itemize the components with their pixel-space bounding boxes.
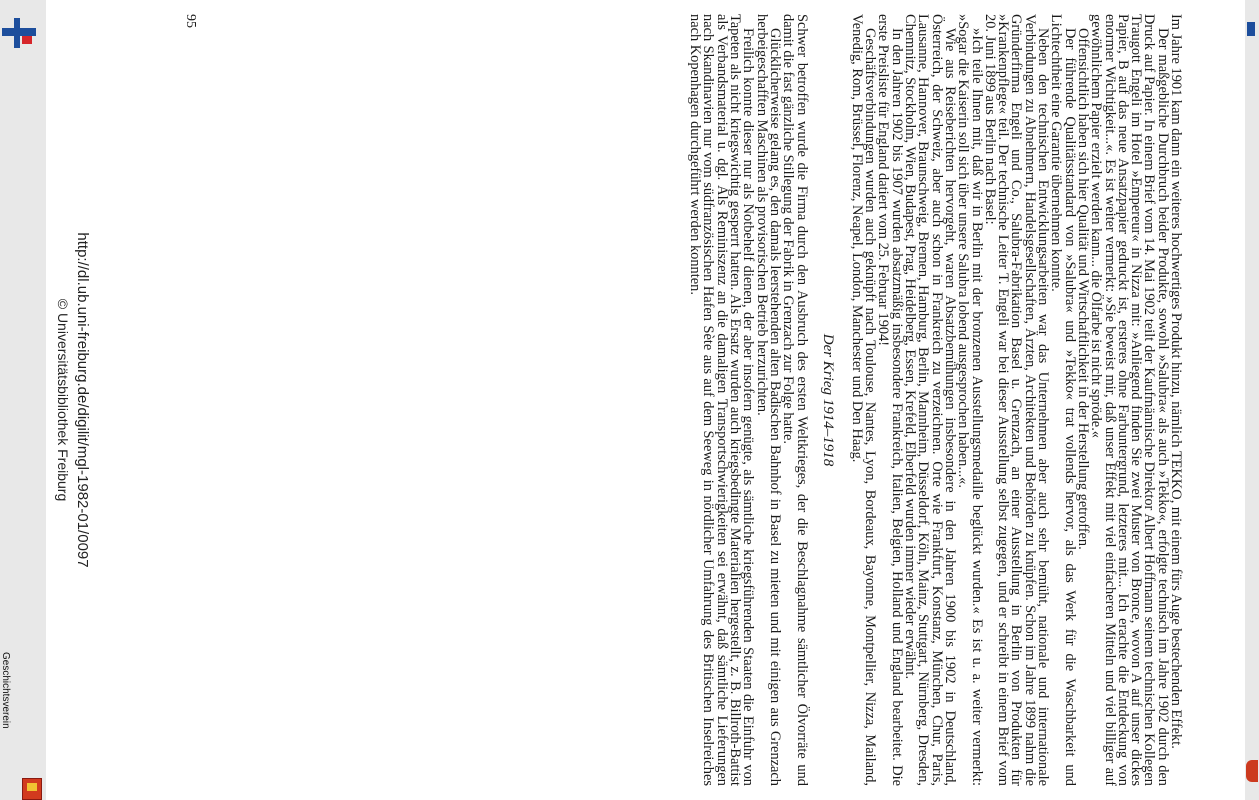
page-content <box>182 14 1182 786</box>
text-block-bottom <box>688 14 808 786</box>
society-label: Geschichtsverein <box>0 652 11 729</box>
text-block-top <box>850 14 1182 786</box>
society-crest-icon <box>22 778 42 800</box>
paragraph: »Ich teile Ihnen mit, daß wir in Berlin mit der bronzenen Ausstellungsmedaille beglückt wurden.« Es ist u. a. weiter vermerkt: »Sogar die Kaiserin soll sich über unsere Salubra lobend ausgesprochen haben...«. <box>955 14 985 786</box>
section-title: Der Krieg 1914–1918 <box>819 333 836 467</box>
library-logo-icon <box>0 18 40 52</box>
paragraph: Freilich konnte dieser nur als Notbehelf dienen, der aber insofern genügte, als sämtliche kriegsführenden Staaten die Einfuhr von Tapeten als nicht kriegswichtig gesperrt hatten. Als Ersatz wurden auch kriegsbedingte Materialien hergestellt, z. B. Billroth-Battist als Verbandsmaterial u. dgl. Als Reminiszenz an die damaligen Transportschwierigkeiten sei erwähnt, daß sämtliche Lieferungen nach Skandinavien nur vom südfranzösischen Hafen Sète aus auf dem Seeweg in nördlicher Umfahrung des Britischen Inselreiches nach Kopenhagen durchgeführt werden konnten. <box>687 14 757 786</box>
paragraph: Offensichtlich haben sich hier Qualität und Wirtschaftlichkeit in der Herstellung getroffen. <box>1074 28 1091 550</box>
source-strip <box>44 50 92 750</box>
paragraph: Im Jahre 1901 kam dann ein weiteres hochwertiges Produkt hinzu, nämlich TEKKO, mit einem fürs Auge bestechenden Effekt. <box>1168 14 1184 749</box>
copyright-note: © Universitätsbibliothek Freiburg <box>55 298 71 502</box>
paragraph: Schwer betroffen wurde die Firma durch den Ausbruch des ersten Weltkrieges, der die Beschlagnahme sämtlicher Ölvorräte und damit die fast gänzliche Stillegung der Fabrik in Grenzach zur Folge hatte. <box>780 14 810 786</box>
paragraph: In den Jahren 1902 bis 1907 wurden absatzmäßig insbesondere Frankreich, Italien, Belgien, Holland und England bearbeitet. Die erste Preisliste für England datiert vom 25. Februar 1904! <box>875 14 905 786</box>
paragraph: Wie aus Reiseberichten hervorgeht, waren Absatzbemühungen insbesondere in den Jahren 1900 bis 1902 in Deutschland, Österreich, der Schweiz, aber auch schon in Frankreich zu verzeichnen. Orte wie Frankfurt, Konstanz, München, Chur, Paris, Lausanne, Hannover, Braunschweig, Bremen, Hamburg, Berlin, Mannheim, Düsseldorf, Köln, Mainz, Stuttgart, Nürnberg, Dresden, Chemnitz, Stockholm, Wien, Budapest, Prag, Heidelberg, Essen, Krefeld, Elberfeld wurden immer wieder erwähnt. <box>902 14 958 786</box>
paragraph: Geschäftsverbindungen wurden auch geknüpft nach Toulouse, Nantes, Lyon, Bordeaux, Bayonne, Montpellier, Nizza, Mailand, Venedig, Rom, Brüssel, Florenz, Neapel, London, Manchester und Den Haag. <box>848 14 879 786</box>
paragraph: Glücklicherweise gelang es, den damals leerstehenden alten Badischen Bahnhof in Basel zu mieten und mit einigen aus Grenzach herbeigeschafften Maschinen als provisorischen Betrieb herzurichten. <box>753 14 783 786</box>
paragraph: Der führende Qualitätsstandard von »Salubra« und »Tekko« trat vollends hervor, als das Werk für die Waschbarkeit und Lichtechtheit eine Garantie übernehmen konnte. <box>1048 14 1078 786</box>
paragraph: Der maßgebliche Durchbruch beider Produkte, sowohl »Salubra« als auch »Tekko«, erfolgte technisch im Jahre 1902 durch den Druck auf Papier. In einem Brief vom 14. Mai 1902 teilt der Kaufmännische Direktor Albert Hoffmann seinem technischen Kollegen Traugott Engeli im Hotel »Empereur« in Nizza mit: »Anliegend finden Sie zwei Muster von Bronce, wovon A auf unser dickes Papier, B auf das neue Ansatzpapier gedruckt ist, ersteres ohne Farbuntergrund, letzteres mit... Ich erachte die Entdeckung von enormer Wichtigkeit...«. Es ist weiter vermerkt: »Sie beweist mir, daß unser Effekt mit viel einfacheren Mitteln und viel billiger auf gewöhnlichem Papier erzielt werden kann... die Ölfarbe ist nicht spröde.« <box>1088 14 1171 786</box>
source-url: http://dl.ub.uni-freiburg.de/digilit/mgl-1982-01/0097 <box>74 232 91 568</box>
edge-logo-icon <box>1247 22 1255 36</box>
edge-emblem-icon <box>1246 760 1258 782</box>
right-margin <box>1245 0 1259 800</box>
page-number: 95 <box>183 14 198 28</box>
paragraph: Neben den technischen Entwicklungsarbeiten war das Unternehmen aber auch sehr bemüht, nationale und internationale Verbindungen zu Abnehmern, Handelsgesellschaften, Ärzten, Architekten und Behörden zu knüpfen. Schon im Jahre 1899 nahm die Gründerfirma Engeli und Co., Salubra-Fabrikation Basel u. Grenzach, an einer Ausstellung in Berlin von Produkten für »Krankenpflege« teil. Der technische Leiter T. Engeli war bei dieser Ausstellung selbst zugegen, und er schreibt in einem Brief vom 20. Juni 1899 aus Berlin nach Basel: <box>981 14 1052 786</box>
